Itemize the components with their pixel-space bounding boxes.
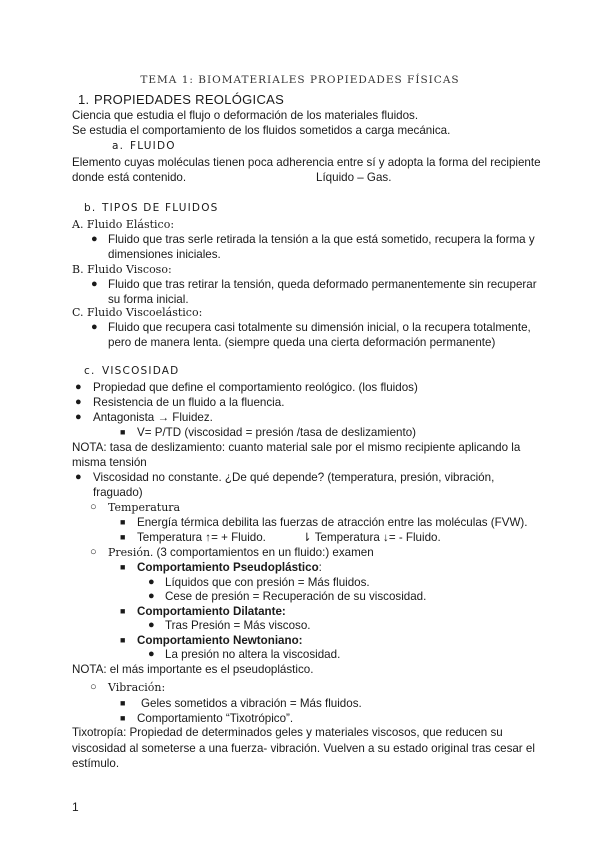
fluido-examples: Líquido – Gas. (316, 171, 392, 184)
dilatante-item-1: Tras Presión = Más viscoso. (165, 619, 311, 632)
square-bullet-icon: ■ (120, 698, 126, 708)
temperatura-heading: Temperatura (108, 501, 181, 514)
square-bullet-icon: ■ (120, 562, 126, 572)
bullet-icon: ● (148, 576, 155, 588)
tixotropia-line-1: Tixotropía: Propiedad de determinados geles y materiales viscosos, que reducen su (72, 726, 503, 739)
fluido-definition-1: Elemento cuyas moléculas tienen poca adherencia entre sí y adopta la forma del recipiente (72, 156, 541, 169)
subsection-b-letter: b. (84, 202, 97, 214)
subsection-a-heading: FLUIDO (130, 140, 176, 152)
viscosidad-item-4b: fraguado) (93, 486, 143, 499)
subsection-c-letter: c. (84, 365, 96, 377)
viscoso-text-2: su forma inicial. (108, 293, 189, 306)
square-bullet-icon: ■ (120, 427, 126, 437)
bullet-icon: ● (91, 233, 98, 245)
pseudoplastico-colon: : (318, 561, 322, 574)
tixotropia-line-3: estímulo. (72, 757, 120, 770)
viscosidad-item-4a: Viscosidad no constante. ¿De qué depende? (temperatura, presión, vibración, (93, 471, 495, 484)
viscosidad-item-2: Resistencia de un fluido a la fluencia. (93, 396, 285, 409)
subsection-a-letter: a. (112, 140, 125, 152)
presion-heading: Presión (108, 546, 151, 559)
bullet-icon: ● (148, 590, 155, 602)
bullet-icon: ● (148, 619, 155, 631)
viscosidad-formula: V= P/TD (viscosidad = presión /tasa de deslizamiento) (137, 426, 417, 439)
viscoelastico-text-1: Fluido que recupera casi totalmente su dimensión inicial, o la recupera totalmente, (108, 321, 531, 334)
intro-line-1: Ciencia que estudia el flujo o deformación de los materiales fluidos. (72, 109, 419, 122)
bullet-icon: ● (91, 278, 98, 290)
bullet-icon: ● (75, 411, 82, 423)
viscosidad-item-1: Propiedad que define el comportamiento reológico. (los fluidos) (93, 381, 418, 394)
bullet-icon: ● (91, 321, 98, 333)
bullet-icon: ● (75, 471, 82, 483)
vibracion-heading: Vibración: (108, 681, 166, 694)
nota-2: NOTA: el más importante es el pseudoplástico. (72, 663, 314, 676)
temperatura-item-1: Energía térmica debilita las fuerzas de atracción entre las moléculas (FVW). (137, 516, 528, 529)
square-bullet-icon: ■ (120, 532, 126, 542)
viscosidad-item-3: Antagonista → Fluidez. (93, 411, 213, 424)
circle-bullet-icon: ○ (90, 501, 97, 513)
viscoelastico-heading: C. Fluido Viscoelástico: (72, 306, 203, 319)
elastico-text-2: dimensiones iniciales. (108, 248, 221, 261)
temperatura-item-2a: Temperatura ↑= + Fluido. (137, 531, 266, 544)
pseudoplastico-item-1: Líquidos que con presión = Más fluidos. (165, 576, 370, 589)
bullet-icon: ● (75, 396, 82, 408)
newtoniano-item-1: La presión no altera la viscosidad. (165, 648, 341, 661)
vibracion-item-1: Geles sometidos a vibración = Más fluidos. (141, 697, 362, 710)
circle-bullet-icon: ○ (90, 681, 97, 693)
viscoelastico-text-2: pero de manera lenta. (siempre queda una cierta deformación permanente) (108, 336, 496, 349)
fluido-definition-2: donde está contenido. (72, 171, 187, 184)
pseudoplastico-heading: Comportamiento Pseudoplástico (137, 561, 319, 574)
square-bullet-icon: ■ (120, 606, 126, 616)
intro-line-2: Se estudia el comportamiento de los fluidos sometidos a carga mecánica. (72, 124, 451, 137)
square-bullet-icon: ■ (120, 517, 126, 527)
section-number: 1. (78, 92, 90, 107)
dilatante-heading: Comportamiento Dilatante: (137, 605, 286, 618)
presion-text: . (3 comportamientos en un fluido:) examen (150, 546, 374, 559)
square-bullet-icon: ■ (120, 713, 126, 723)
subsection-b-heading: TIPOS DE FLUIDOS (102, 202, 219, 214)
pseudoplastico-item-2: Cese de presión = Recuperación de su viscosidad. (165, 590, 427, 603)
nota-1-line-2: misma tensión (72, 456, 147, 469)
subsection-c-heading: VISCOSIDAD (102, 365, 180, 377)
elastico-heading: A. Fluido Elástico: (72, 218, 175, 231)
viscoso-heading: B. Fluido Viscoso: (72, 263, 172, 276)
nota-1-line-1: NOTA: tasa de deslizamiento: cuanto material sale por el mismo recipiente aplicando la (72, 441, 521, 454)
tixotropia-line-2: viscosidad al someterse a una fuerza- vibración. Vuelven a su estado original tras cesar el (72, 742, 535, 755)
page-number: 1 (72, 800, 79, 814)
bullet-icon: ● (148, 648, 155, 660)
newtoniano-heading: Comportamiento Newtoniano: (137, 634, 303, 647)
temperatura-item-2b: ⇂ Temperatura ↓= - Fluido. (302, 531, 441, 544)
document-title: TEMA 1: BIOMATERIALES PROPIEDADES FÍSICAS (140, 74, 460, 86)
bullet-icon: ● (75, 381, 82, 393)
elastico-text-1: Fluido que tras serle retirada la tensión a la que está sometido, recupera la forma y (108, 233, 535, 246)
circle-bullet-icon: ○ (90, 546, 97, 558)
vibracion-item-2: Comportamiento “Tixotrópico”. (137, 712, 294, 725)
viscoso-text-1: Fluido que tras retirar la tensión, queda deformado permanentemente sin recuperar (108, 278, 537, 291)
section-heading: PROPIEDADES REOLÓGICAS (94, 92, 285, 107)
square-bullet-icon: ■ (120, 635, 126, 645)
